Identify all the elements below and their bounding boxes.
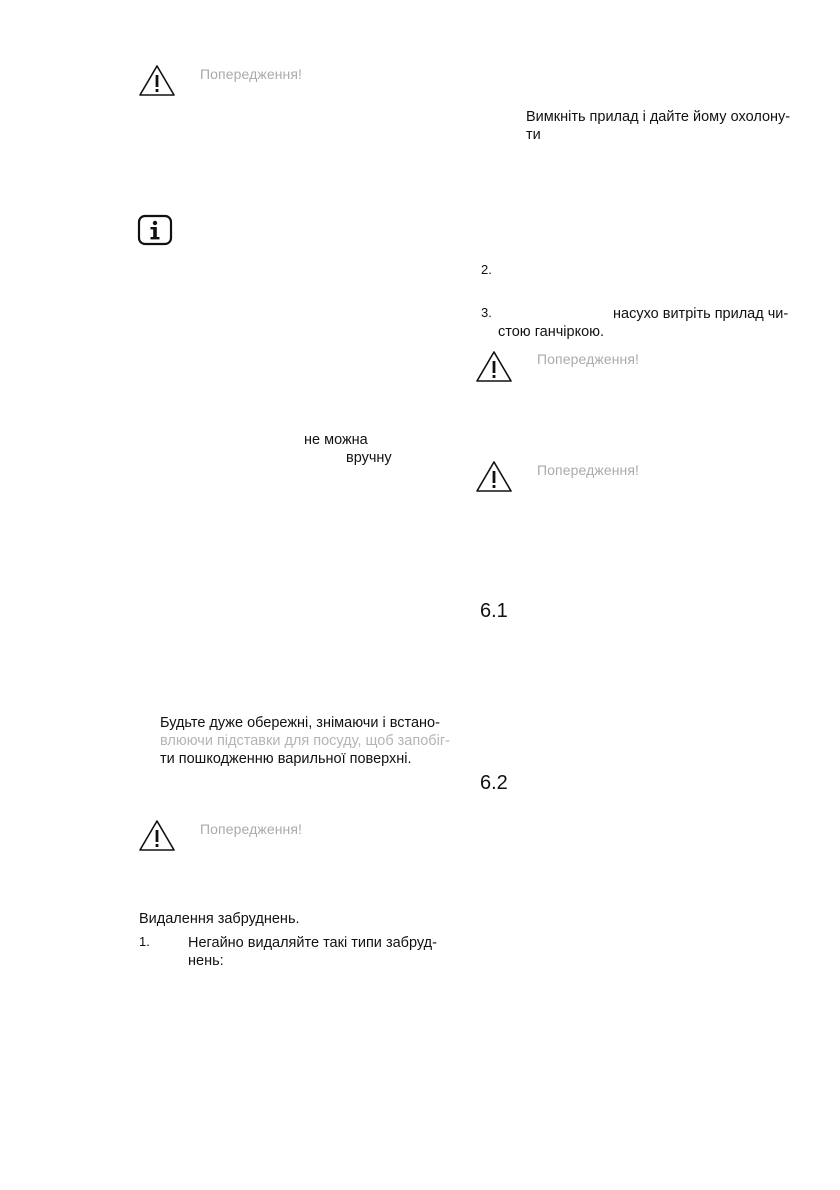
- step-number: 3.: [481, 305, 492, 320]
- section-number: 6.1: [480, 600, 508, 622]
- warning-icon: [475, 460, 513, 494]
- warning-label: Попередження!: [200, 821, 303, 837]
- step-3-line-2: стою ганчіркою.: [498, 324, 605, 340]
- info-icon: [137, 214, 173, 246]
- caution-line-1: Будьте дуже обережні, знімаючи і встано-: [160, 715, 440, 731]
- text-manual: вручну: [346, 450, 392, 466]
- step-1-line-2: нень:: [188, 953, 224, 969]
- text-no-can: не можна: [304, 432, 368, 448]
- warning-label: Попередження!: [537, 462, 640, 478]
- warning-icon: [138, 819, 176, 853]
- step-number: 2.: [481, 262, 492, 277]
- section-number: 6.2: [480, 772, 508, 794]
- warning-label: Попередження!: [537, 351, 640, 367]
- warning-icon: [138, 64, 176, 98]
- caution-line-2: влюючи підставки для посуду, щоб запобіг-: [160, 733, 450, 749]
- caution-line-3: ти пошкодженню варильної поверхні.: [160, 751, 412, 767]
- cool-line-1: Вимкніть прилад і дайте йому охолону-: [526, 109, 791, 125]
- step-1-line-1: Негайно видаляйте такі типи забруд-: [188, 935, 437, 951]
- warning-label: Попередження!: [200, 66, 303, 82]
- warning-icon: [475, 350, 513, 384]
- removal-heading: Видалення забруднень.: [139, 911, 300, 927]
- step-3-line-1: насухо витріть прилад чи-: [613, 306, 789, 322]
- cool-line-2: ти: [526, 127, 541, 143]
- step-number: 1.: [139, 934, 150, 949]
